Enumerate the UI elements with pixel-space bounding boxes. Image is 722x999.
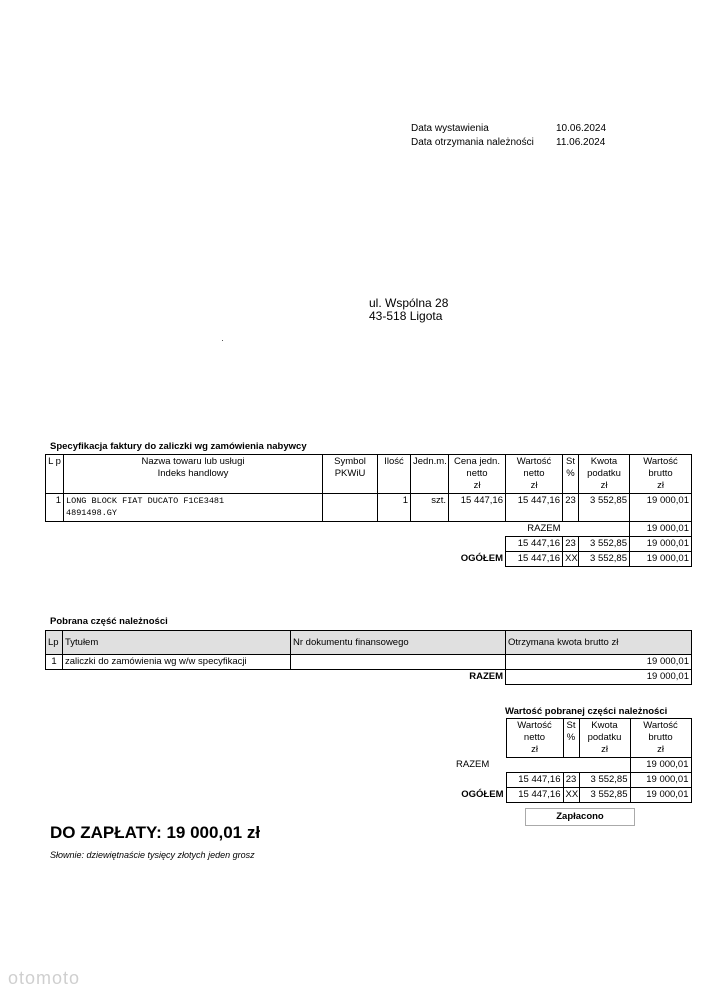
spec-header-lp: L p [46, 455, 64, 494]
collected-title: Pobrana część należności [50, 616, 168, 627]
spec-total-rate: XX [563, 552, 579, 567]
collected-row-title: zaliczki do zamówienia wg w/w specyfikacji [63, 655, 291, 670]
issue-date-label: Data wystawienia [411, 123, 489, 134]
value-collected-rate-rate: 23 [563, 773, 579, 788]
value-collected-rate-tax: 3 552,85 [579, 773, 630, 788]
collected-row-amount: 19 000,01 [506, 655, 692, 670]
spec-header-rate: St % [563, 455, 579, 494]
spec-header-net: Wartość netto zł [506, 455, 563, 494]
value-collected-rate-row [440, 773, 691, 788]
spec-total-tax: 3 552,85 [579, 552, 630, 567]
value-collected-total-gross: 19 000,01 [630, 788, 691, 803]
issue-date-value: 10.06.2024 [556, 123, 607, 134]
value-collected-header-net: Wartość netto zł [506, 719, 563, 758]
value-collected-header-gross: Wartość brutto zł [630, 719, 691, 758]
spec-item-name: LONG BLOCK FIAT DUCATO F1CE3481 4891498.GY [64, 494, 323, 522]
spec-header-qty: Ilość [378, 455, 411, 494]
spec-item-lp: 1 [46, 494, 64, 522]
spec-razem-label: RAZEM [527, 523, 561, 534]
collected-header-doc: Nr dokumentu finansowego [291, 631, 506, 655]
spec-item-price: 15 447,16 [449, 494, 506, 522]
value-collected-total-net: 15 447,16 [506, 788, 563, 803]
spec-rate-rate: 23 [563, 537, 579, 552]
receipt-date-value: 11.06.2024 [556, 137, 606, 148]
spec-table [45, 454, 692, 567]
spec-total-row [46, 552, 692, 567]
value-collected-total-row [440, 788, 691, 803]
spec-item-row [46, 494, 692, 522]
spec-razem-row [46, 522, 692, 537]
address-block [369, 297, 448, 323]
collected-header-title: Tytułem [63, 631, 291, 655]
spec-header-tax: Kwota podatku zł [579, 455, 630, 494]
value-collected-header-tax: Kwota podatku zł [579, 719, 630, 758]
value-collected-razem-label: RAZEM [456, 758, 490, 770]
value-collected-total-tax: 3 552,85 [579, 788, 630, 803]
collected-header-amount: Otrzymana kwota brutto zł [506, 631, 692, 655]
spec-header-unit: Jedn.m. [411, 455, 449, 494]
collected-razem-row [46, 670, 692, 685]
watermark-logo: otomoto [8, 968, 81, 988]
value-collected-header-row [440, 719, 691, 758]
value-collected-razem-row [440, 758, 691, 773]
paid-stamp: Zapłacono [525, 808, 635, 826]
spec-rate-net: 15 447,16 [506, 537, 563, 552]
spec-rate-gross: 19 000,01 [630, 537, 692, 552]
collected-row-doc [291, 655, 506, 670]
spec-item-symbol [323, 494, 378, 522]
receipt-date-label: Data otrzymania należności [411, 137, 534, 148]
spec-total-net: 15 447,16 [506, 552, 563, 567]
collected-header-lp: Lp [46, 631, 63, 655]
decorative-dot [222, 340, 223, 341]
collected-row [46, 655, 692, 670]
collected-header-row [46, 631, 692, 655]
spec-rate-row [46, 537, 692, 552]
amount-due: DO ZAPŁATY: 19 000,01 zł [50, 823, 261, 842]
issue-date-row [411, 122, 621, 136]
amount-in-words: Słownie: dziewiętnaście tysięcy złotych jeden grosz [50, 850, 255, 860]
spec-title: Specyfikacja faktury do zaliczki wg zamówienia nabywcy [50, 441, 307, 452]
spec-header-symbol: Symbol PKWiU [323, 455, 378, 494]
spec-header-name: Nazwa towaru lub usługi Indeks handlowy [64, 455, 323, 494]
collected-razem-label: RAZEM [469, 671, 503, 682]
spec-rate-tax: 3 552,85 [579, 537, 630, 552]
dates-block [411, 122, 621, 150]
value-collected-table [440, 718, 692, 803]
spec-header-gross: Wartość brutto zł [630, 455, 692, 494]
spec-item-qty: 1 [378, 494, 411, 522]
receipt-date-row [411, 136, 621, 150]
spec-header-price: Cena jedn. netto zł [449, 455, 506, 494]
value-collected-rate-gross: 19 000,01 [630, 773, 691, 788]
value-collected-title: Wartość pobranej części należności [505, 706, 668, 717]
value-collected-total-label: OGÓŁEM [461, 788, 504, 800]
value-collected-rate-net: 15 447,16 [506, 773, 563, 788]
collected-row-lp: 1 [46, 655, 63, 670]
spec-total-label: OGÓŁEM [460, 552, 503, 564]
collected-table [45, 630, 692, 685]
address-line1: ul. Wspólna 28 [369, 296, 449, 310]
spec-header-row [46, 455, 692, 494]
spec-item-tax: 3 552,85 [579, 494, 630, 522]
value-collected-total-rate: XX [563, 788, 579, 803]
address-line2: 43-518 Ligota [369, 309, 443, 323]
spec-item-gross: 19 000,01 [630, 494, 692, 522]
spec-razem-gross: 19 000,01 [630, 522, 692, 537]
value-collected-header-rate: St % [563, 719, 579, 758]
value-collected-razem-gross: 19 000,01 [630, 758, 691, 773]
spec-total-gross: 19 000,01 [630, 552, 692, 567]
spec-item-net: 15 447,16 [506, 494, 563, 522]
spec-item-rate: 23 [563, 494, 579, 522]
spec-item-unit: szt. [411, 494, 449, 522]
collected-razem-amount: 19 000,01 [506, 670, 692, 685]
